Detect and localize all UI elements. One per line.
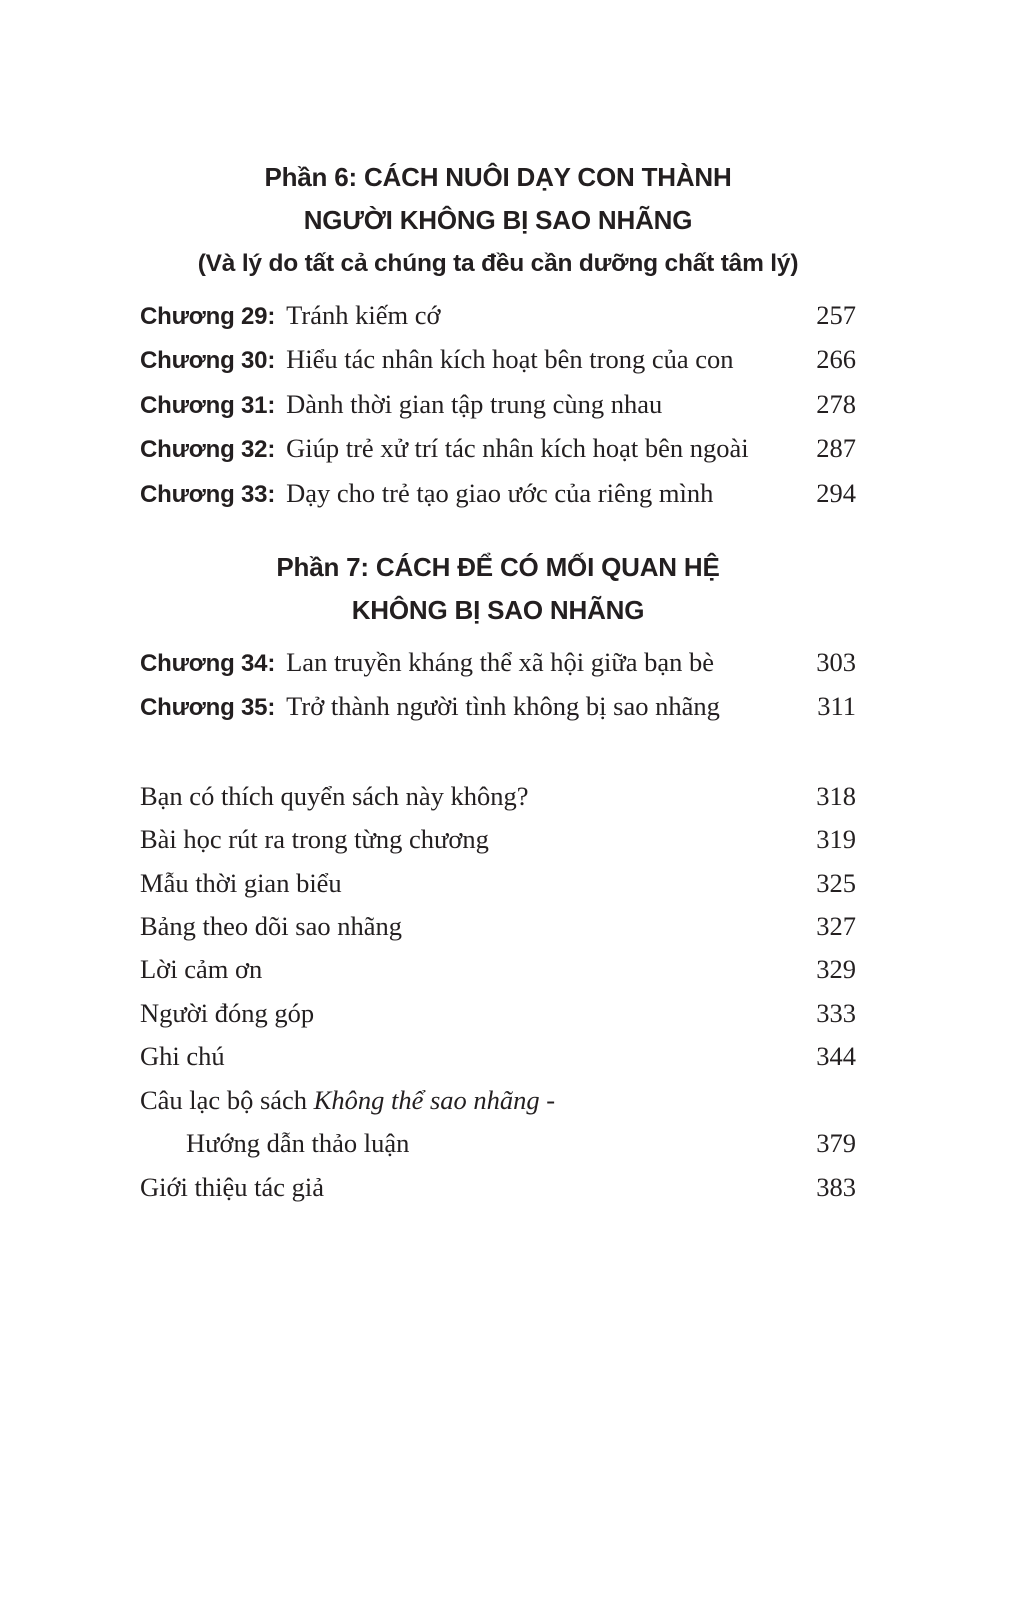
backmatter-entry-book-club-line1 (140, 1079, 856, 1122)
page-number: 379 (816, 1128, 856, 1159)
backmatter-entry (140, 1035, 856, 1078)
backmatter-title: Mẫu thời gian biểu (140, 867, 342, 898)
chapter-label: Chương 31: (140, 391, 276, 419)
toc-entry-ch32 (140, 427, 856, 471)
toc-entry-ch31 (140, 383, 856, 427)
page-number: 319 (816, 824, 856, 855)
chapter-title: Dành thời gian tập trung cùng nhau (286, 388, 663, 419)
backmatter-title: Người đóng góp (140, 997, 315, 1028)
toc-entry-ch35 (140, 685, 856, 729)
backmatter-title: Giới thiệu tác giả (140, 1171, 324, 1202)
chapter-title: Lan truyền kháng thể xã hội giữa bạn bè (286, 647, 715, 678)
page-number: 287 (816, 433, 856, 464)
toc-entry-ch30 (140, 338, 856, 382)
backmatter-entry (140, 992, 856, 1035)
page-number: 344 (816, 1041, 856, 1072)
chapter-title: Tránh kiếm cớ (286, 300, 441, 330)
chapter-title: Giúp trẻ xử trí tác nhân kích hoạt bên ngoài (286, 433, 749, 464)
chapter-label: Chương 29: (140, 303, 276, 330)
page-number: 311 (817, 691, 856, 722)
backmatter-entry (140, 948, 856, 991)
page-number: 303 (816, 647, 856, 678)
book-club-suffix: - (539, 1084, 556, 1115)
backmatter-entry-book-club-line2 (140, 1122, 856, 1165)
backmatter-entry (140, 862, 856, 905)
section-6 (140, 156, 856, 516)
toc-entry-ch33 (140, 472, 856, 516)
backmatter-entry (140, 905, 856, 948)
page-number: 318 (816, 780, 856, 811)
section-6-heading-line1: Phần 6: CÁCH NUÔI DẠY CON THÀNH (264, 162, 732, 192)
section-7-heading-line1: Phần 7: CÁCH ĐỂ CÓ MỐI QUAN HỆ (276, 552, 720, 583)
backmatter-title (140, 1079, 555, 1122)
back-matter (140, 775, 856, 1209)
chapter-label: Chương 34: (140, 650, 276, 678)
chapter-title: Trở thành người tình không bị sao nhãng (286, 691, 720, 722)
page-number: 383 (816, 1171, 856, 1202)
backmatter-title: Bạn có thích quyển sách này không? (140, 780, 529, 811)
backmatter-entry (140, 818, 856, 861)
book-club-book-title: Không thể sao nhãng (313, 1084, 540, 1115)
backmatter-entry-about-author (140, 1166, 856, 1209)
page-number: 294 (816, 477, 856, 508)
section-6-heading-line2: NGƯỜI KHÔNG BỊ SAO NHÃNG (303, 205, 693, 235)
backmatter-entry (140, 775, 856, 818)
chapter-label: Chương 35: (140, 694, 276, 722)
chapter-title: Dạy cho trẻ tạo giao ước của riêng mình (286, 477, 714, 508)
section-6-entries (140, 294, 856, 516)
chapter-title: Hiểu tác nhân kích hoạt bên trong của con (286, 344, 734, 375)
backmatter-title: Ghi chú (140, 1041, 225, 1072)
page-number: 325 (816, 867, 856, 898)
backmatter-title: Hướng dẫn thảo luận (186, 1128, 410, 1159)
book-club-prefix: Câu lạc bộ sách (140, 1084, 314, 1115)
page-number: 266 (816, 344, 856, 375)
chapter-label: Chương 32: (140, 436, 276, 464)
backmatter-title: Lời cảm ơn (140, 954, 263, 985)
page-number: 257 (816, 300, 856, 330)
page-number: 329 (816, 954, 856, 985)
backmatter-title: Bài học rút ra trong từng chương (140, 824, 489, 855)
section-7-heading (140, 546, 856, 632)
chapter-label: Chương 33: (140, 480, 276, 508)
page-number: 333 (816, 997, 856, 1028)
backmatter-title: Bảng theo dõi sao nhãng (140, 911, 403, 942)
section-6-subtitle: (Và lý do tất cả chúng ta đều cần dưỡng chất tâm lý) (197, 250, 799, 277)
toc-entry-ch29 (140, 294, 856, 338)
section-7 (140, 546, 856, 730)
page-number: 327 (816, 911, 856, 942)
section-6-heading (140, 156, 856, 242)
page-number: 278 (816, 388, 856, 419)
chapter-label: Chương 30: (140, 347, 276, 375)
toc-entry-ch34 (140, 641, 856, 685)
section-7-entries (140, 641, 856, 730)
section-7-heading-line2: KHÔNG BỊ SAO NHÃNG (351, 595, 645, 626)
